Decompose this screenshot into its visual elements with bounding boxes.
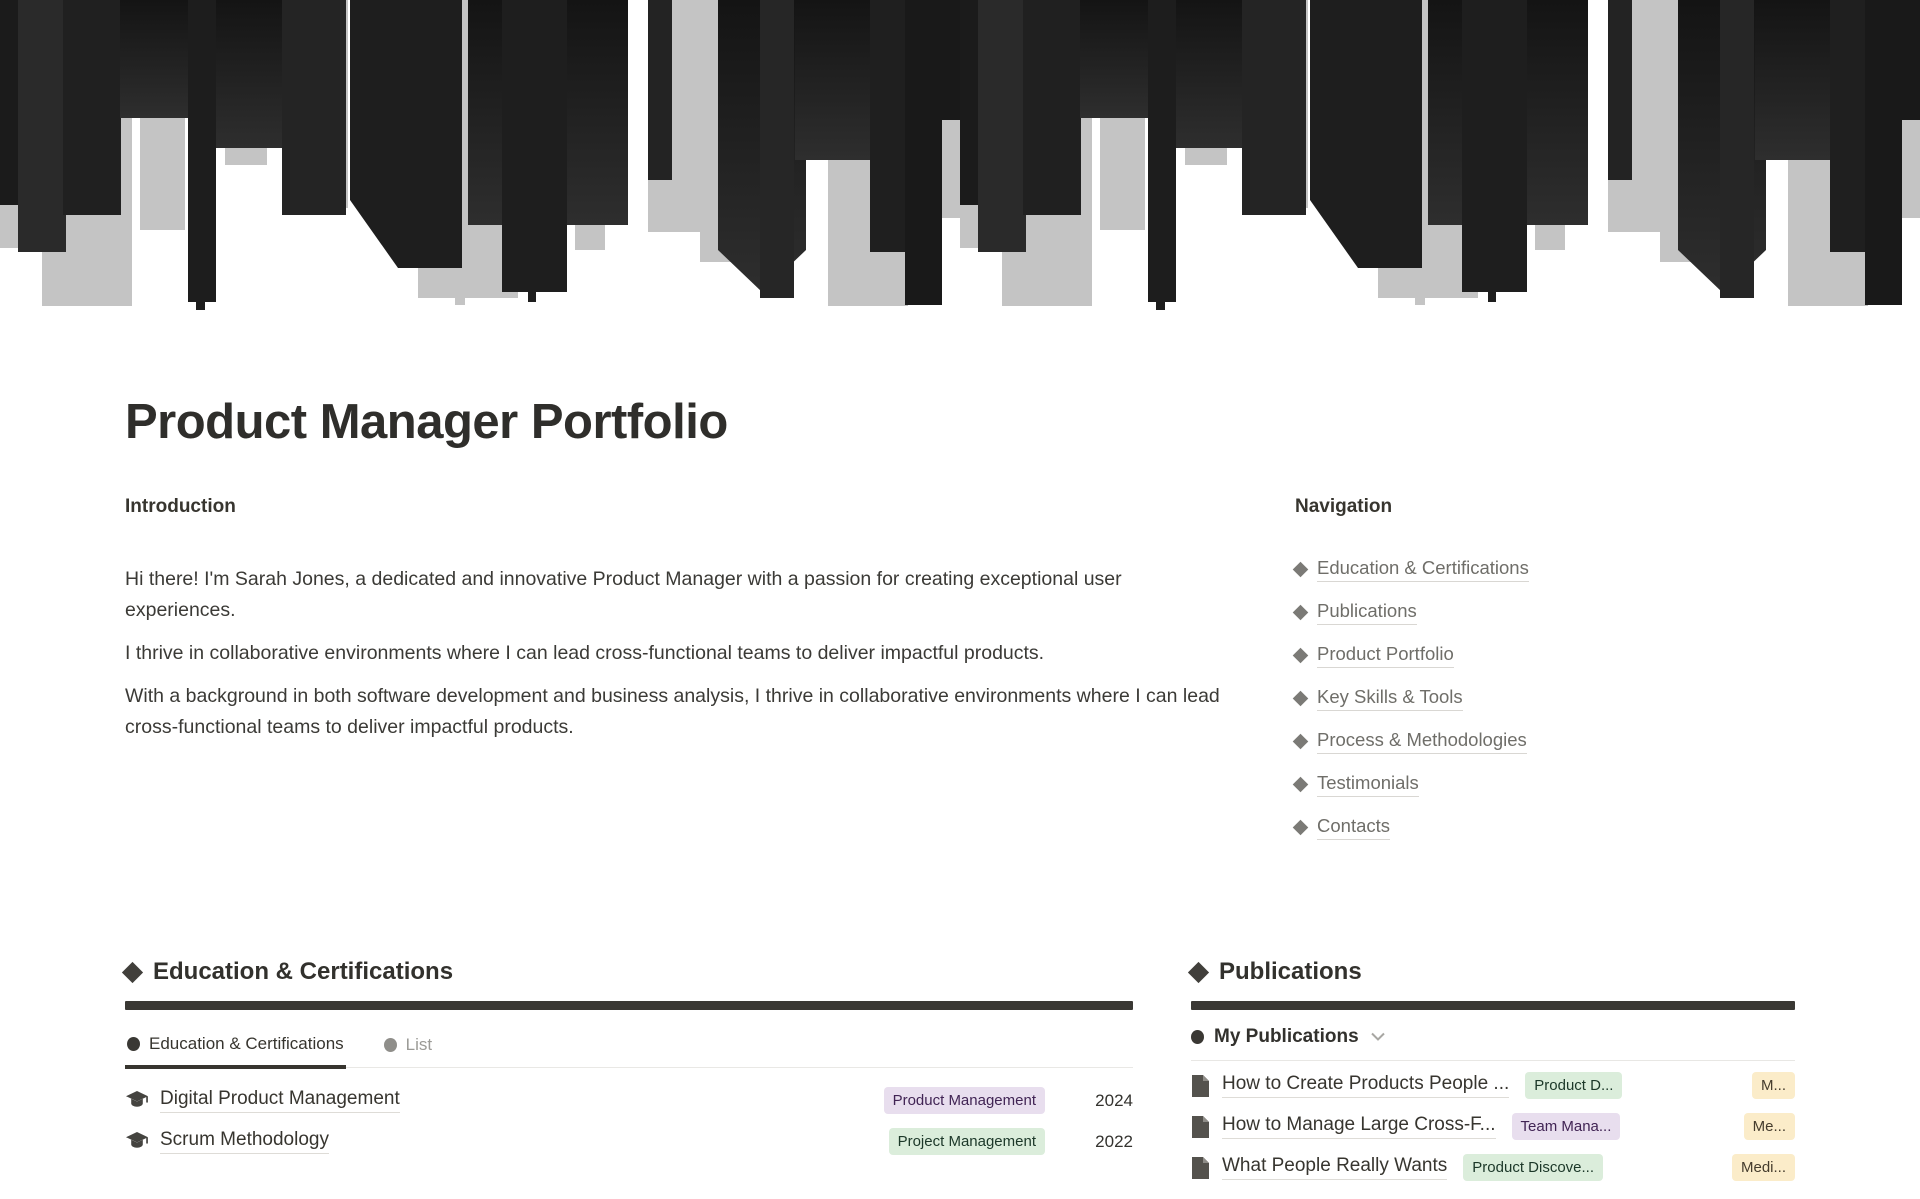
education-table xyxy=(125,1080,1133,1162)
nav-link-label[interactable]: Contacts xyxy=(1317,815,1390,840)
diamond-icon xyxy=(1293,605,1309,621)
table-row[interactable] xyxy=(125,1121,1133,1162)
nav-item-publications[interactable] xyxy=(1295,600,1795,625)
education-row-title[interactable]: Scrum Methodology xyxy=(160,1129,329,1154)
publisher-tag: Me... xyxy=(1744,1113,1795,1140)
chevron-down-icon[interactable] xyxy=(1371,1028,1385,1046)
view-dot-icon xyxy=(1191,1030,1204,1044)
top-columns xyxy=(125,496,1795,858)
education-section-header xyxy=(125,958,1133,986)
nav-item-product-portfolio[interactable] xyxy=(1295,643,1795,668)
tab-list[interactable] xyxy=(382,1028,434,1067)
diamond-icon xyxy=(1293,777,1309,793)
navigation-list xyxy=(1295,557,1795,840)
graduation-cap-icon xyxy=(125,1090,149,1112)
education-section xyxy=(125,958,1133,1188)
publications-view-selector[interactable] xyxy=(1191,1026,1795,1061)
navigation-heading: Navigation xyxy=(1295,496,1393,517)
table-row[interactable] xyxy=(125,1080,1133,1121)
introduction-text xyxy=(125,564,1237,743)
tab-education-certifications[interactable] xyxy=(125,1028,346,1069)
list-item[interactable] xyxy=(1191,1106,1795,1147)
section-divider xyxy=(125,1001,1133,1010)
list-item[interactable] xyxy=(1191,1147,1795,1188)
diamond-icon xyxy=(122,961,143,982)
topic-tag: Product Discove... xyxy=(1463,1154,1603,1181)
diamond-icon xyxy=(1293,691,1309,707)
education-row-title[interactable]: Digital Product Management xyxy=(160,1088,400,1113)
tab-label: Education & Certifications xyxy=(149,1034,344,1053)
page-icon xyxy=(1191,1115,1210,1139)
introduction-column xyxy=(125,496,1237,858)
publisher-tag: M... xyxy=(1752,1072,1795,1099)
nav-item-process-methodologies[interactable] xyxy=(1295,729,1795,754)
publication-title[interactable]: What People Really Wants xyxy=(1222,1155,1447,1180)
topic-tag: Product D... xyxy=(1525,1072,1622,1099)
publications-section xyxy=(1191,958,1795,1188)
year-value: 2024 xyxy=(1095,1090,1133,1110)
nav-item-contacts[interactable] xyxy=(1295,815,1795,840)
publication-title[interactable]: How to Manage Large Cross-F... xyxy=(1222,1114,1496,1139)
view-dot-icon xyxy=(127,1037,140,1051)
bottom-columns xyxy=(125,958,1795,1188)
diamond-icon xyxy=(1293,562,1309,578)
page-icon xyxy=(1191,1156,1210,1180)
publisher-tag: Medi... xyxy=(1732,1154,1795,1181)
view-dot-icon xyxy=(384,1038,397,1052)
list-item[interactable] xyxy=(1191,1065,1795,1106)
nav-item-testimonials[interactable] xyxy=(1295,772,1795,797)
topic-tag: Team Mana... xyxy=(1512,1113,1621,1140)
category-tag: Project Management xyxy=(889,1128,1045,1155)
education-section-title: Education & Certifications xyxy=(153,958,454,985)
intro-paragraph: Hi there! I'm Sarah Jones, a dedicated and innovative Product Manager with a passion for creating exceptional user experiences. xyxy=(125,568,1122,621)
page-icon xyxy=(1191,1074,1210,1098)
diamond-icon xyxy=(1293,648,1309,664)
skyline-graphic xyxy=(0,0,1920,310)
page-title: Product Manager Portfolio xyxy=(125,395,728,449)
graduation-cap-icon xyxy=(125,1131,149,1153)
publications-section-title: Publications xyxy=(1219,958,1362,985)
nav-item-key-skills[interactable] xyxy=(1295,686,1795,711)
view-label: My Publications xyxy=(1214,1026,1359,1047)
category-tag: Product Management xyxy=(884,1087,1045,1114)
publications-section-header xyxy=(1191,958,1795,986)
nav-item-education[interactable] xyxy=(1295,557,1795,582)
nav-link-label[interactable]: Key Skills & Tools xyxy=(1317,686,1463,711)
nav-link-label[interactable]: Product Portfolio xyxy=(1317,643,1454,668)
education-view-tabs xyxy=(125,1028,1133,1068)
diamond-icon xyxy=(1293,820,1309,836)
intro-paragraph: I thrive in collaborative environments where I can lead cross-functional teams to deliver impactful products. xyxy=(125,642,1045,664)
cover-image xyxy=(0,0,1920,310)
intro-paragraph: With a background in both software development and business analysis, I thrive in collaborative environments where I can lead cross-functional teams to deliver impactful products. xyxy=(125,685,1220,738)
section-divider xyxy=(1191,1001,1795,1010)
nav-link-label[interactable]: Testimonials xyxy=(1317,772,1419,797)
tab-label: List xyxy=(405,1035,433,1054)
nav-link-label[interactable]: Process & Methodologies xyxy=(1317,729,1527,754)
publication-title[interactable]: How to Create Products People ... xyxy=(1222,1073,1509,1098)
diamond-icon xyxy=(1293,734,1309,750)
introduction-heading: Introduction xyxy=(125,496,236,517)
nav-link-label[interactable]: Publications xyxy=(1317,600,1417,625)
nav-link-label[interactable]: Education & Certifications xyxy=(1317,557,1529,582)
diamond-icon xyxy=(1188,961,1209,982)
publications-list xyxy=(1191,1065,1795,1188)
year-value: 2022 xyxy=(1095,1131,1133,1151)
navigation-column xyxy=(1295,496,1795,858)
